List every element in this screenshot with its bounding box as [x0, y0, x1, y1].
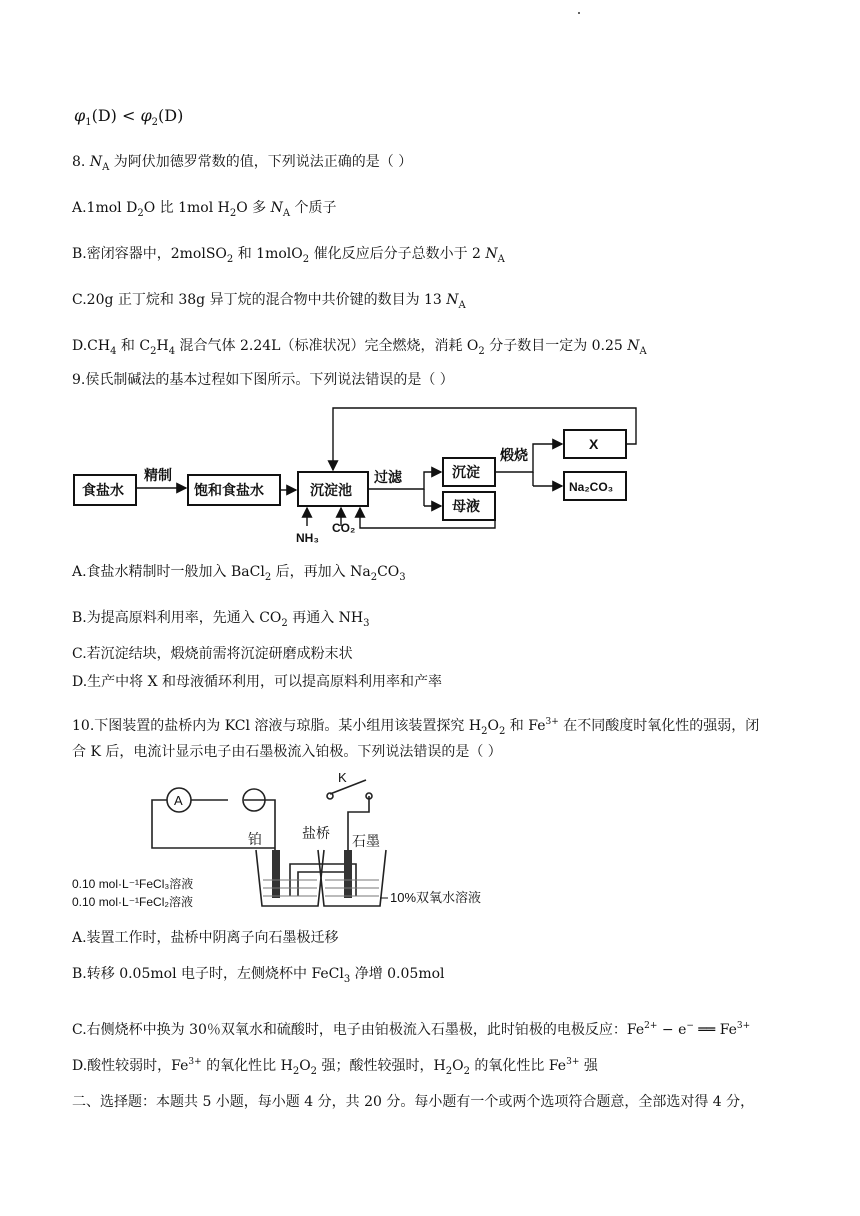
na-symbol: N [485, 246, 498, 262]
q9a-mid: 后，再加入 Na [271, 564, 371, 580]
q10-option-b [72, 964, 445, 990]
q10d-post: 强 [579, 1058, 598, 1074]
q8a-sub2: 2 [229, 208, 237, 219]
pool-label: 沉淀池 [310, 482, 352, 498]
q10d-sub: 2 [292, 1066, 300, 1077]
filter-label: 过滤 [374, 469, 402, 485]
q10-sub: 2 [481, 726, 488, 737]
na-symbol: N [446, 292, 459, 308]
q10d-sup: 3+ [188, 1057, 202, 1067]
formula-d2: (D) [158, 106, 184, 125]
q10b-sub: 3 [343, 974, 351, 985]
q8a-mid2: O 多 [236, 200, 271, 216]
q10d-mid: 的氧化性比 H [201, 1058, 293, 1074]
ammeter-label: A [174, 793, 183, 808]
q9b-pre: B.为提高原料利用率，先通入 CO [72, 610, 282, 626]
q10-stem-mid2: 和 Fe [505, 718, 546, 734]
q8a-mid: O 比 1mol H [143, 200, 230, 216]
q10c-sup3: 3+ [736, 1021, 751, 1031]
q10c-sup: 2+ [644, 1021, 658, 1031]
q8d-sub4: 2 [478, 346, 485, 357]
phi-sub-1: 1 [85, 117, 92, 128]
platinum-label: 铂 [248, 831, 262, 847]
q8b-sub2: 2 [302, 254, 310, 265]
phi-sub-2: 2 [151, 117, 159, 128]
q8b-sub: 2 [226, 254, 234, 265]
q10d-mid2: O [299, 1058, 311, 1074]
phi-symbol: φ [74, 106, 86, 125]
q9a-sub2: 2 [370, 572, 378, 583]
graphite-label: 石墨 [352, 833, 380, 849]
q8-number: 8. [72, 154, 90, 170]
q10c-mid: − e [657, 1022, 687, 1038]
q10-stem-line1 [72, 712, 759, 742]
q10c-pre: C.右侧烧杯中换为 30％双氧水和硫酸时，电子由铂极流入石墨极，此时铂极的电极反应：Fe [72, 1022, 645, 1038]
q10-sub2: 2 [498, 726, 506, 737]
na-symbol: N [627, 338, 640, 354]
q10-option-a: A.装置工作时，盐桥中阴离子向石墨极迁移 [72, 930, 339, 946]
q9b-sub: 2 [281, 618, 288, 629]
precipitate-label: 沉淀 [452, 464, 480, 480]
q8-stem [72, 152, 412, 178]
q8a-post: 个质子 [290, 200, 337, 216]
page-dot [578, 12, 580, 14]
q9-option-c: C.若沉淀结块，煅烧前需将沉淀研磨成粉末状 [72, 646, 353, 662]
q9-option-d: D.生产中将 X 和母液循环利用，可以提高原料利用率和产率 [72, 674, 443, 690]
q9a-mid2: CO [377, 564, 400, 580]
salt-bridge-label: 盐桥 [302, 825, 330, 841]
q10-option-c [72, 1016, 750, 1040]
nh3-label: NH₃ [296, 531, 319, 545]
cell-apparatus-diagram [66, 768, 526, 918]
q8-option-a [72, 198, 337, 224]
hou-process-diagram [60, 400, 660, 550]
q8-option-b [72, 244, 505, 270]
q10b-post: 净增 0.05mol [350, 966, 445, 982]
q8c-text: C.20g 正丁烷和 38g 异丁烷的混合物中共价键的数目为 13 [72, 292, 447, 308]
na2co3-label: Na₂CO₃ [569, 480, 614, 494]
q9a-sub: 2 [264, 572, 272, 583]
q10d-sub4: 2 [463, 1066, 470, 1077]
q10-sup: 3+ [545, 717, 559, 727]
refine-label: 精制 [144, 467, 172, 483]
q8b-pre: B.密闭容器中，2molSO [72, 246, 227, 262]
q8d-sub: 4 [110, 346, 117, 357]
section-2-heading: 二、选择题：本题共 5 小题，每小题 4 分，共 20 分。每小题有一个或两个选项符合题意，全部选对得 4 分， [72, 1094, 755, 1110]
q9a-sub3: 3 [399, 572, 406, 583]
q8d-pre: D.CH [72, 338, 111, 354]
q8d-mid2: H [156, 338, 169, 354]
q8d-mid: 和 C [116, 338, 151, 354]
switch-label: K [338, 770, 347, 785]
q8d-post: 混合气体 2.24L（标准状况）完全燃烧，消耗 O [175, 338, 479, 354]
q8a-pre: A.1mol D [72, 200, 138, 216]
q8d-post2: 分子数目一定为 0.25 [484, 338, 628, 354]
q9b-sub2: 3 [363, 618, 370, 629]
na-sub: A [458, 300, 466, 311]
q10c-arrow: ══ [693, 1022, 720, 1038]
q10d-sub3: 2 [445, 1066, 453, 1077]
q10-option-d [72, 1052, 598, 1082]
q10c-sup2: − [686, 1021, 694, 1031]
na-sub: A [639, 346, 647, 357]
formula-lt: < [116, 106, 141, 125]
q10d-mid3: 强；酸性较强时，H [317, 1058, 446, 1074]
q10d-sup2: 3+ [566, 1057, 580, 1067]
q8-option-c [72, 290, 466, 316]
q10-stem-pre: 10.下图装置的盐桥内为 KCl 溶液与琼脂。某小组用该装置探究 H [72, 718, 482, 734]
q10d-sub2: 2 [310, 1066, 318, 1077]
q10-stem-line2: 合 K 后，电流计显示电子由石墨极流入铂极。下列说法错误的是（ ） [72, 744, 502, 760]
q10-stem-post: 在不同酸度时氧化性的强弱，闭 [558, 718, 760, 734]
q8-option-d [72, 336, 647, 362]
phi-symbol-2: φ [140, 106, 152, 125]
na-sub: A [282, 208, 291, 219]
q10d-mid4: O [452, 1058, 464, 1074]
q9a-pre: A.食盐水精制时一般加入 BaCl [72, 564, 265, 580]
q10c-post: Fe [719, 1022, 737, 1038]
q9-option-a [72, 562, 406, 588]
na-symbol: N [89, 154, 103, 170]
na-sub: A [497, 254, 505, 265]
x-label: X [589, 436, 599, 452]
na-symbol: N [270, 200, 283, 216]
q8-stem-text: 为阿伏加德罗常数的值，下列说法正确的是（ ） [109, 154, 413, 170]
left-solution-1: 0.10 mol·L⁻¹FeCl₃溶液 [72, 877, 194, 891]
q10d-pre: D.酸性较弱时，Fe [72, 1058, 189, 1074]
formula-d1: (D) [91, 106, 117, 125]
salt-water-label: 食盐水 [82, 482, 124, 498]
q10b-pre: B.转移 0.05mol 电子时，左侧烧杯中 FeCl [72, 966, 344, 982]
calcine-label: 煅烧 [500, 447, 528, 463]
right-solution: 10%双氧水溶液 [390, 890, 482, 905]
formula-line [74, 106, 183, 133]
q8a-sub: 2 [137, 208, 144, 219]
left-solution-2: 0.10 mol·L⁻¹FeCl₂溶液 [72, 895, 194, 909]
q10d-mid5: 的氧化性比 Fe [469, 1058, 567, 1074]
q9-stem: 9.侯氏制碱法的基本过程如下图所示。下列说法错误的是（ ） [72, 372, 454, 388]
q9b-post: 再通入 NH [287, 610, 364, 626]
q10-stem-mid: O [487, 718, 499, 734]
saturated-label: 饱和食盐水 [194, 482, 264, 498]
q8b-mid: 和 1molO [233, 246, 303, 262]
mother-liquor-label: 母液 [452, 498, 480, 514]
q8d-sub2: 2 [150, 346, 157, 357]
na-sub: A [102, 162, 110, 173]
q8b-post: 催化反应后分子总数小于 2 [309, 246, 486, 262]
q9-option-b [72, 608, 370, 634]
q8d-sub3: 4 [168, 346, 176, 357]
co2-label: CO₂ [332, 521, 356, 535]
